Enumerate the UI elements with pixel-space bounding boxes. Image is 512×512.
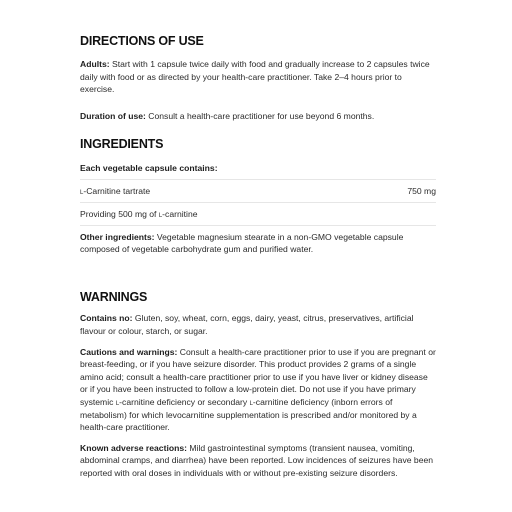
contains-no-label: Contains no: xyxy=(80,313,133,324)
duration-label: Duration of use: xyxy=(80,110,146,121)
cautions-label: Cautions and warnings: xyxy=(80,346,178,357)
other-ingredients-row xyxy=(80,226,436,261)
ingredient-name-text: -Carnitine tartrate xyxy=(83,185,151,196)
warnings-title: WARNINGS xyxy=(80,290,148,305)
other-ingredients-text: Vegetable magnesium stearate in a non-GMO vegetable capsule composed of vegetable carbohydrate gum and purified water. xyxy=(80,231,404,255)
providing-suffix: -carnitine xyxy=(162,208,198,219)
known-adverse-reactions xyxy=(80,442,436,480)
capsule-header-row xyxy=(80,160,436,180)
providing-prefix: Providing 500 mg of xyxy=(80,208,159,219)
ingredient-amount: 750 mg xyxy=(407,185,436,196)
ingredient-row xyxy=(80,180,436,203)
cautions-sc-2: l xyxy=(249,396,253,407)
capsule-header: Each vegetable capsule contains: xyxy=(80,163,218,174)
product-label-page xyxy=(80,34,436,487)
cautions-text-3: -carnitine deficiency (inborn errors of metabolism) for which levocarnitine supplementation is prescribed and/or monitored by a health-care practitioner. xyxy=(80,396,417,433)
cautions-text-2: -carnitine deficiency or secondary xyxy=(119,396,250,407)
contains-no xyxy=(80,312,436,337)
cautions-sc-1: l xyxy=(115,396,120,407)
cautions-text-1: Consult a health-care practitioner prior to use if you are pregnant or breast-feeding, or if you have seizure disorder. This product provides 2 grams of a single amino acid; consult a health-care practitioner prior to use if you have liver or kidney disease or if you have been instructed to follow a low-protein diet. Do not use if you have primary systemic xyxy=(80,346,436,407)
duration-text: Consult a health-care practitioner for use beyond 6 months. xyxy=(148,110,375,121)
ingredient-name xyxy=(80,185,150,198)
ingredient-prefix: l xyxy=(80,185,84,196)
providing-row xyxy=(80,203,436,226)
ingredients-table xyxy=(80,160,436,260)
other-ingredients-label: Other ingredients: xyxy=(80,231,155,242)
adults-text: Start with 1 capsule twice daily with food and gradually increase to 2 capsules twice daily with food or as directed by your health-care practitioner. Take 2–4 hours prior to exercise. xyxy=(80,59,430,95)
ingredients-title: INGREDIENTS xyxy=(80,137,164,152)
providing-sc: l xyxy=(158,208,163,219)
adults-directions xyxy=(80,58,436,96)
directions-title: DIRECTIONS OF USE xyxy=(80,34,204,48)
adverse-text: Mild gastrointestinal symptoms (transient nausea, vomiting, abdominal cramps, and diarrhea) have been reported. Low incidences of seizures have been reported with oral doses in individuals with or without pre-existing seizure disorders. xyxy=(80,442,434,478)
cautions-and-warnings xyxy=(80,346,436,434)
adverse-label: Known adverse reactions: xyxy=(80,442,187,453)
adults-label: Adults: xyxy=(80,59,110,69)
contains-no-text: Gluten, soy, wheat, corn, eggs, dairy, yeast, citrus, preservatives, artificial flavour or colour, starch, or sugar. xyxy=(80,313,414,336)
duration-of-use xyxy=(80,110,436,123)
